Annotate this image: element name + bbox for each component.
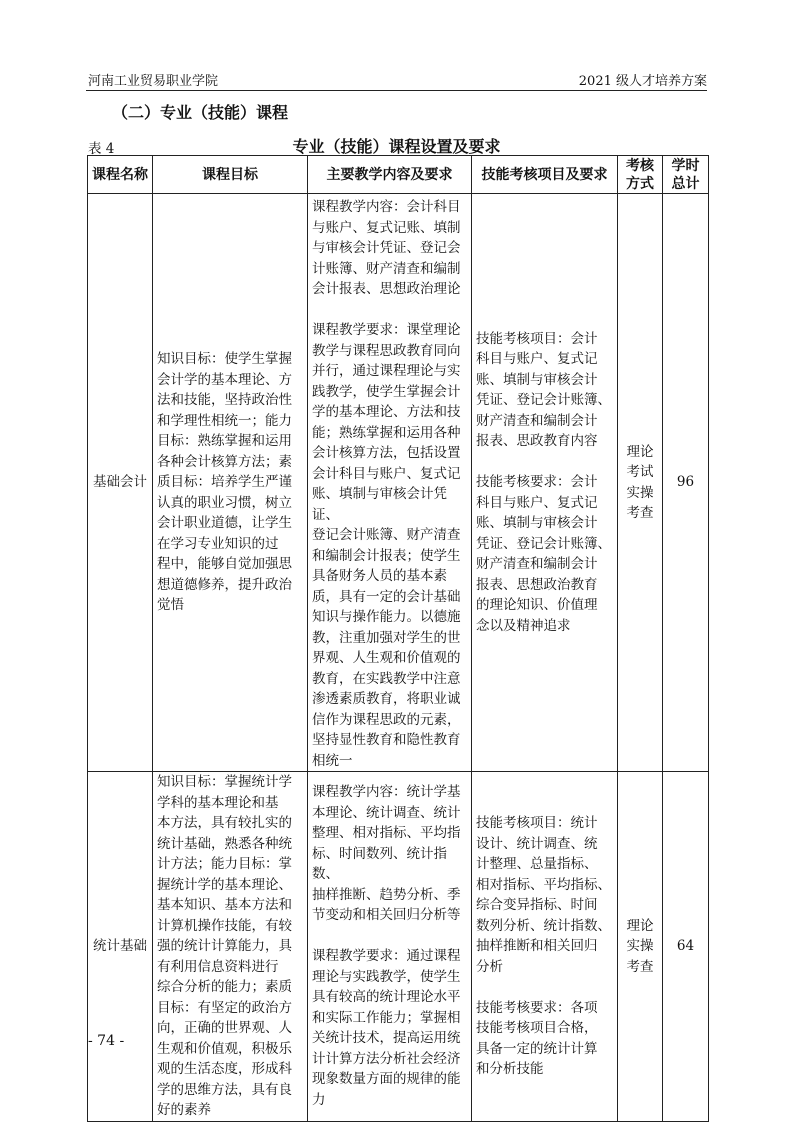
column-header: 技能考核项目及要求 [472, 156, 618, 194]
skill-assessment: 技能考核项目：会计 科目与账户、复式记 账、填制与审核会计 凭证、登记会计账簿、 财产清查和编制会计 报表、思政教育内容 技能考核要求：会计 科目与账户、复式记 账、填制与审核会计 凭证、登记会计账簿、 财产清查和编制会计 报表、思想政治教育 的理论知识、价值理 念以及精神追求 [472, 194, 618, 772]
column-header: 考核 方式 [618, 156, 663, 194]
skill-assessment: 技能考核项目：统计 设计、统计调查、统 计整理、总量指标、 相对指标、平均指标、 综合变异指标、时间 数列分析、统计指数、 抽样推断和相关回归 分析 技能考核要求：各项 技能考核项目合格， 具备一定的统计计算 和分析技能 [472, 772, 618, 1122]
table-header-row [88, 156, 709, 194]
course-content: 课程教学内容：统计学基 本理论、统计调查、统计 整理、相对指标、平均指 标、时间数列、统计指数、 抽样推断、趋势分析、季 节变动和相关回归分析等 课程教学要求：通过课程 理论与实践教学，使学生 具有较高的统计理论水平 和实际工作能力；掌握相 关统计技术，提高运用统 计计算方法分析社会经济 现象数量方面的规律的能 力 [308, 772, 472, 1122]
table-row [88, 772, 709, 1122]
header-school: 河南工业贸易职业学院 [88, 74, 219, 89]
course-goal: 知识目标：使学生掌握 会计学的基本理论、方 法和技能，坚持政治性 和学理性相统一；能力 目标：熟练掌握和运用 各种会计核算方法；素 质目标：培养学生严谨 认真的职业习惯，树立 会计职业道德，让学生 在学习专业知识的过 程中，能够自觉加强思 想道德修养，提升政治 觉悟 [153, 194, 308, 772]
column-header: 学时 总计 [663, 156, 709, 194]
table-title: 专业（技能）课程设置及要求 [292, 137, 501, 156]
header-plan: 2021 级人才培养方案 [578, 74, 707, 89]
table-number: 表 4 [88, 141, 115, 157]
course-goal: 知识目标：掌握统计学 学科的基本理论和基 本方法，具有较扎实的 统计基础，熟悉各种统 计方法；能力目标：掌 握统计学的基本理论、 基本知识、基本方法和 计算机操作技能，有较 强的统计计算能力，具 有利用信息资料进行 综合分析的能力；素质 目标：有坚定的政治方 向，正确的世界观、人 生观和价值观，积极乐 观的生活态度，形成科 学的思维方法，具有良 好的素养 [153, 772, 308, 1122]
course-content: 课程教学内容：会计科目 与账户、复式记账、填制 与审核会计凭证、登记会 计账簿、财产清查和编制 会计报表、思想政治理论 课程教学要求：课堂理论 教学与课程思政教育同向 并行，通过课程理论与实 践教学，使学生掌握会计 学的基本理论、方法和技 能；熟练掌握和运用各种 会计核算方法，包括设置 会计科目与账户、复式记 账、填制与审核会计凭证、 登记会计账簿、财产清查 和编制会计报表；使学生 具备财务人员的基本素 质，具有一定的会计基础 知识与操作能力。以德施 教，注重加强对学生的世 界观、人生观和价值观的 教育，在实践教学中注意 渗透素质教育，将职业诚 信作为课程思政的元素， 坚持显性教育和隐性教育 相统一 [308, 194, 472, 772]
section-title: （二）专业（技能）课程 [112, 103, 289, 122]
total-hours: 64 [663, 772, 709, 1122]
assessment-method: 理论 实操 考查 [618, 772, 663, 1122]
course-name: 统计基础 [88, 772, 153, 1122]
header-divider [86, 90, 707, 91]
page-number: - 74 - [88, 1033, 125, 1049]
column-header: 主要教学内容及要求 [308, 156, 472, 194]
course-name: 基础会计 [88, 194, 153, 772]
table-row [88, 194, 709, 772]
course-table [87, 155, 709, 1122]
column-header: 课程目标 [153, 156, 308, 194]
column-header: 课程名称 [88, 156, 153, 194]
assessment-method: 理论 考试 实操 考查 [618, 194, 663, 772]
total-hours: 96 [663, 194, 709, 772]
